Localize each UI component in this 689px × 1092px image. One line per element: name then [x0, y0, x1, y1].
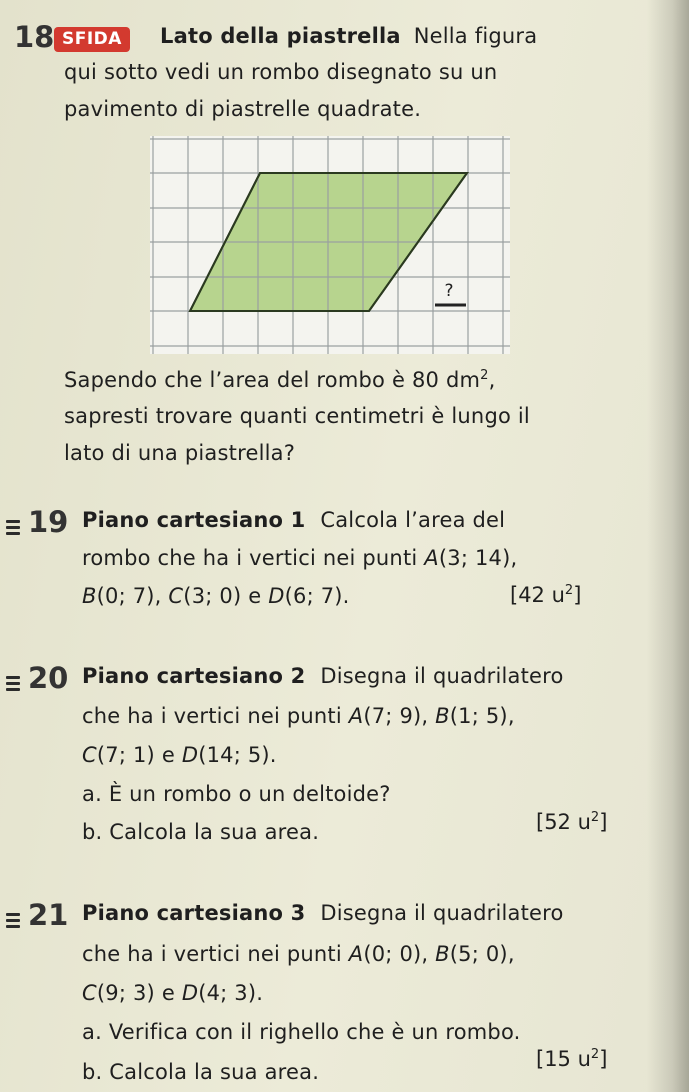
- page-edge-shadow: [647, 0, 689, 1092]
- difficulty-level-icon: [6, 913, 20, 931]
- tile-side-question-mark: ?: [444, 281, 454, 301]
- vertex-c-label: C: [82, 981, 97, 1005]
- vertex-d-label: D: [268, 584, 285, 608]
- question-text-part: ,: [488, 368, 496, 392]
- exercise-text: Disegna il quadrilatero: [320, 664, 564, 688]
- exercise-number: 20: [28, 661, 69, 695]
- difficulty-level-icon: [6, 520, 20, 538]
- exercise-number: 19: [28, 505, 69, 539]
- exercise-number: 18: [14, 20, 55, 54]
- vertex-c-label: C: [168, 584, 184, 608]
- sub-question-label: a.: [82, 1020, 102, 1044]
- question-text: sapresti trovare quanti centimetri è lungo il: [64, 404, 530, 428]
- intro-text: pavimento di piastrelle quadrate.: [64, 97, 422, 121]
- exercise-title: Piano cartesiano 2: [82, 664, 306, 688]
- sub-question-label: a.: [82, 782, 102, 806]
- vertex-d-label: D: [181, 981, 199, 1005]
- answer-exponent: 2: [590, 1047, 600, 1062]
- vertex-b-coords: (0; 7),: [96, 584, 169, 608]
- vertex-c-coords: (9; 3): [96, 981, 155, 1005]
- exercise-text-part: che ha i vertici nei punti: [82, 704, 349, 728]
- answer-value: [42 u: [510, 583, 565, 607]
- conjunction: e: [154, 981, 182, 1005]
- vertex-c-coords: (3; 0): [183, 584, 242, 608]
- vertex-a-coords: (3; 14),: [438, 546, 518, 570]
- answer-bracket: ]: [599, 810, 608, 834]
- answer: [536, 810, 607, 834]
- vertex-d-coords: (4; 3).: [198, 981, 264, 1005]
- exercise-text: [82, 546, 517, 570]
- vertex-b-label: B: [82, 584, 97, 608]
- sub-question-text: Calcola la sua area.: [102, 1060, 320, 1084]
- exercise-title: Lato della piastrella: [160, 24, 401, 48]
- answer-bracket: ]: [573, 583, 582, 607]
- answer: [536, 1047, 607, 1071]
- vertex-b-label: B: [435, 942, 450, 966]
- answer-value: [15 u: [536, 1047, 591, 1071]
- question-text: lato di una piastrella?: [64, 441, 296, 465]
- sub-question-a: [82, 782, 391, 806]
- exercise-text: [82, 704, 515, 728]
- vertex-b-label: B: [435, 704, 450, 728]
- answer: [510, 583, 581, 607]
- vertex-a-label: A: [348, 942, 364, 966]
- sub-question-b: [82, 820, 319, 844]
- sub-question-text: Verifica con il righello che è un rombo.: [101, 1020, 521, 1044]
- exercise-title-line: [82, 508, 505, 532]
- difficulty-level-icon: [6, 676, 20, 694]
- answer-bracket: ]: [599, 1047, 608, 1071]
- sub-question-a: [82, 1020, 521, 1044]
- answer-exponent: 2: [564, 583, 574, 598]
- vertex-b-coords: (5; 0),: [449, 942, 515, 966]
- vertex-c-label: C: [82, 743, 97, 767]
- exercise-text-part: rombo che ha i vertici nei punti: [82, 546, 425, 570]
- vertex-d-coords: (14; 5).: [198, 743, 277, 767]
- question-text: [64, 368, 496, 392]
- exercise-title-line: [82, 901, 564, 925]
- vertex-a-label: A: [348, 704, 364, 728]
- vertex-c-coords: (7; 1): [96, 743, 155, 767]
- sub-question-text: È un rombo o un deltoide?: [101, 782, 391, 806]
- sub-question-text: Calcola la sua area.: [102, 820, 320, 844]
- answer-exponent: 2: [590, 810, 600, 825]
- conjunction: e: [154, 743, 182, 767]
- area-exponent: 2: [480, 368, 489, 383]
- exercise-text: [82, 584, 350, 608]
- intro-text: Nella figura: [413, 24, 538, 48]
- vertex-a-coords: (0; 0),: [363, 942, 436, 966]
- exercise-text: [82, 942, 515, 966]
- exercise-text: [82, 743, 277, 767]
- vertex-a-label: A: [424, 546, 439, 570]
- sub-question-label: b.: [82, 820, 103, 844]
- exercise-title: Piano cartesiano 1: [82, 508, 306, 532]
- exercise-text-part: che ha i vertici nei punti: [82, 942, 349, 966]
- vertex-d-coords: (6; 7).: [284, 584, 350, 608]
- intro-text: qui sotto vedi un rombo disegnato su un: [64, 60, 498, 84]
- exercise-title-line: [160, 24, 537, 48]
- exercise-title-line: [82, 664, 564, 688]
- exercise-text: Calcola l’area del: [320, 508, 506, 532]
- exercise-number: 21: [28, 898, 69, 932]
- vertex-d-label: D: [181, 743, 199, 767]
- exercise-text: Disegna il quadrilatero: [320, 901, 564, 925]
- challenge-badge: SFIDA: [54, 27, 130, 52]
- question-text-part: Sapendo che l’area del rombo è: [64, 368, 412, 392]
- exercise-title: Piano cartesiano 3: [82, 901, 306, 925]
- vertex-a-coords: (7; 9),: [363, 704, 436, 728]
- sub-question-label: b.: [82, 1060, 103, 1084]
- conjunction: e: [241, 584, 269, 608]
- area-value: 80 dm: [411, 368, 481, 392]
- vertex-b-coords: (1; 5),: [449, 704, 515, 728]
- answer-value: [52 u: [536, 810, 591, 834]
- tile-floor-figure: [150, 136, 510, 354]
- exercise-text: [82, 981, 263, 1005]
- sub-question-b: [82, 1060, 319, 1084]
